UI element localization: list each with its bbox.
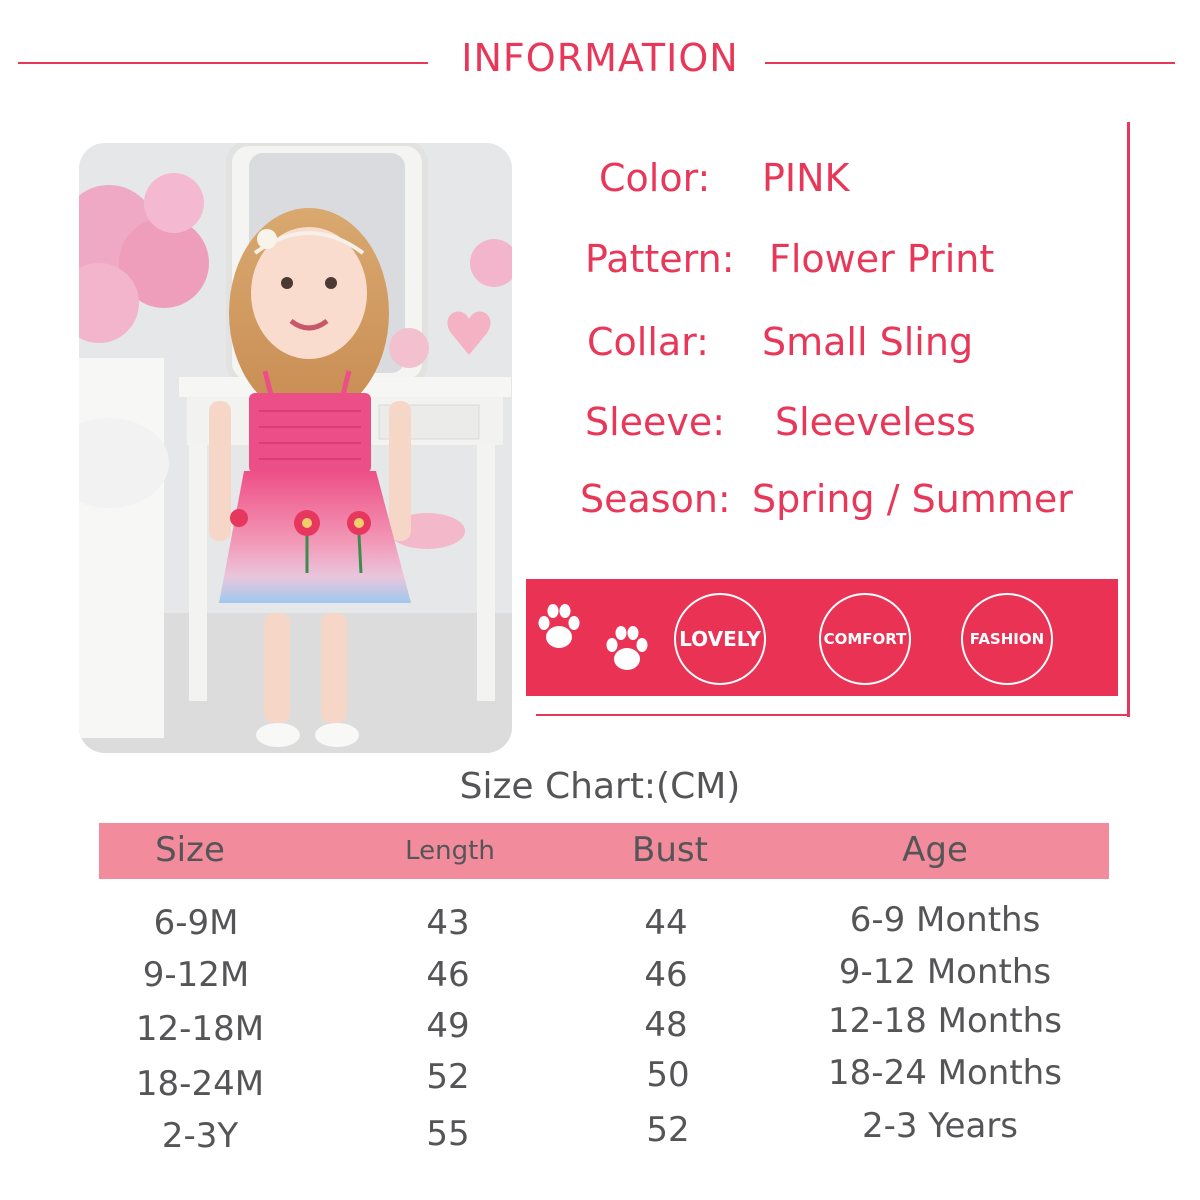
page-title: INFORMATION [461, 36, 739, 80]
badge-comfort: COMFORT [819, 593, 911, 685]
badge-lovely: LOVELY [674, 593, 766, 685]
cell-size: 18-24M [135, 1064, 265, 1104]
header-size: Size [155, 830, 225, 870]
spec-collar-value: Small Sling [762, 320, 974, 364]
cell-size: 9-12M [142, 955, 250, 995]
product-photo-illustration [79, 143, 512, 753]
cell-bust: 48 [644, 1005, 688, 1045]
cell-size: 6-9M [153, 903, 239, 943]
cell-age: 9-12 Months [838, 952, 1052, 992]
spec-pattern-value: Flower Print [769, 237, 995, 281]
spec-color-value: PINK [762, 156, 850, 200]
cell-length: 43 [426, 903, 470, 943]
spec-collar-label: Collar: [587, 320, 709, 364]
header-rule-right [765, 62, 1175, 64]
spec-sleeve-value: Sleeveless [775, 400, 976, 444]
spec-season-value: Spring / Summer [752, 477, 1073, 521]
header-rule-left [18, 62, 428, 64]
size-chart-title: Size Chart:(CM) [459, 766, 741, 807]
badge-fashion: FASHION [961, 593, 1053, 685]
cell-age: 6-9 Months [849, 900, 1041, 940]
feature-badge-band [526, 579, 1118, 696]
cell-length: 52 [426, 1057, 470, 1097]
cell-length: 49 [426, 1006, 470, 1046]
cell-size: 12-18M [135, 1009, 265, 1049]
cell-age: 18-24 Months [828, 1053, 1062, 1093]
header-length: Length [405, 836, 495, 866]
header-bust: Bust [632, 830, 708, 870]
cell-bust: 46 [644, 955, 688, 995]
spec-sleeve-label: Sleeve: [585, 400, 726, 444]
paw-icon [604, 623, 650, 679]
info-frame-right [1127, 122, 1130, 717]
header-age: Age [902, 830, 968, 870]
cell-length: 55 [426, 1114, 470, 1154]
cell-bust: 52 [646, 1110, 690, 1150]
cell-age: 12-18 Months [828, 1001, 1062, 1041]
cell-bust: 44 [644, 903, 688, 943]
paw-icon [536, 601, 582, 657]
product-photo [79, 143, 512, 753]
info-frame-bottom [536, 714, 1130, 716]
spec-pattern-label: Pattern: [585, 237, 735, 281]
cell-size: 2-3Y [161, 1116, 239, 1156]
spec-season-label: Season: [580, 477, 731, 521]
cell-age: 2-3 Years [861, 1106, 1019, 1146]
cell-bust: 50 [646, 1055, 690, 1095]
spec-color-label: Color: [599, 156, 711, 200]
cell-length: 46 [426, 955, 470, 995]
